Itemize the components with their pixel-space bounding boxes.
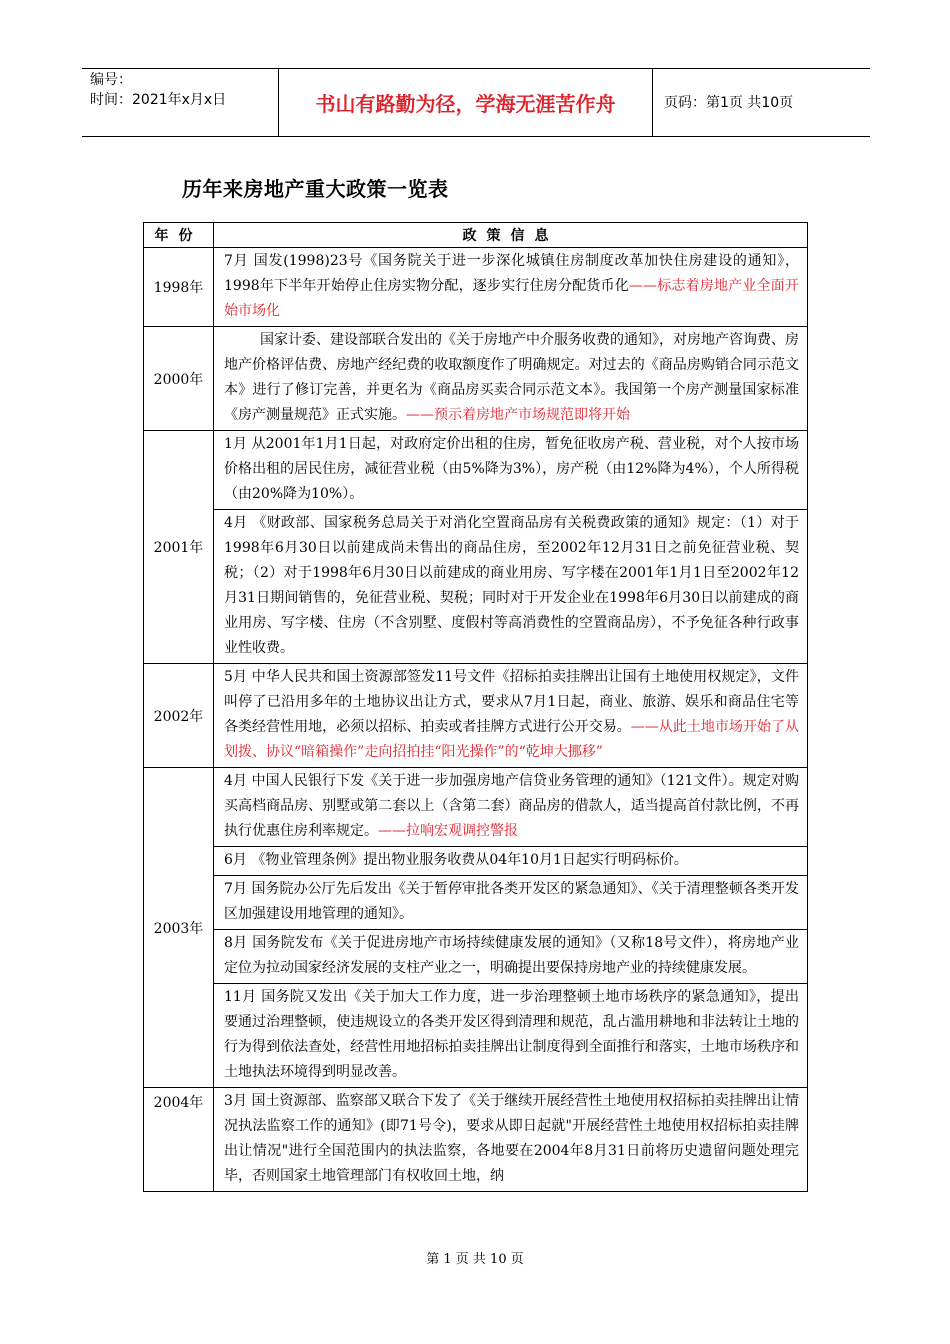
table-row <box>144 664 808 768</box>
year-cell: 2000年 <box>144 327 214 431</box>
column-header-info: 政策信息 <box>214 223 808 248</box>
policy-text: 8月 国务院发布《关于促进房地产市场持续健康发展的通知》（又称18号文件），将房地产业定位为拉动国家经济发展的支柱产业之一，明确提出要保持房地产业的持续健康发展。 <box>224 935 799 976</box>
policy-note: ——从此土地市场开始了从划拨、协议“暗箱操作”走向招拍挂“阳光操作”的“乾坤大挪移” <box>224 719 800 760</box>
policy-cell <box>214 1088 808 1192</box>
table-row <box>144 510 808 664</box>
policy-text: 7月 国务院办公厅先后发出《关于暂停审批各类开发区的紧急通知》、《关于清理整顿各类开发区加强建设用地管理的通知》。 <box>224 881 799 922</box>
table-row <box>144 984 808 1088</box>
header-motto: 书山有路勤为径，学海无涯苦作舟 <box>315 91 616 116</box>
policy-cell <box>214 930 808 984</box>
policy-note: ——标志着房地产业全面开始市场化 <box>224 278 799 319</box>
header-divider-right <box>652 68 653 136</box>
policy-cell <box>214 248 808 327</box>
table-row <box>144 248 808 327</box>
policy-cell <box>214 327 808 431</box>
policy-cell <box>214 664 808 768</box>
policy-note: ——拉响宏观调控警报 <box>378 823 518 839</box>
policy-text: 3月 国土资源部、监察部又联合下发了《关于继续开展经营性土地使用权招标拍卖挂牌出让情况执法监察工作的通知》(即71号令)，要求从即日起就"开展经营性土地使用权招标拍卖挂牌出让情况"进行全国范围内的执法监察，各地要在2004年8月31日前将历史遗留问题处理完毕，否则国家土地管理部门有权收回土地，纳 <box>224 1093 799 1184</box>
policy-text: 国家计委、建设部联合发出的《关于房地产中介服务收费的通知》，对房地产咨询费、房地产价格评估费、房地产经纪费的收取额度作了明确规定。对过去的《商品房购销合同示范文本》进行了修订完善，并更名为《商品房买卖合同示范文本》。我国第一个房产测量国家标准《房产测量规范》正式实施。 <box>224 332 799 423</box>
policy-text: 6月 《物业管理条例》提出物业服务收费从04年10月1日起实行明码标价。 <box>224 852 688 868</box>
year-cell: 2001年 <box>144 431 214 664</box>
year-cell: 2003年 <box>144 768 214 1088</box>
policy-table <box>143 222 808 1192</box>
table-row <box>144 847 808 876</box>
policy-text: 1月 从2001年1月1日起，对政府定价出租的住房，暂免征收房产税、营业税，对个人按市场价格出租的居民住房，减征营业税（由5%降为3%），房产税（由12%降为4%），个人所得税（由20%降为10%）。 <box>224 436 799 502</box>
column-header-year: 年份 <box>144 223 214 248</box>
table-row <box>144 431 808 510</box>
policy-text: 7月 国发(1998)23号《国务院关于进一步深化城镇住房制度改革加快住房建设的通知》，1998年下半年开始停止住房实物分配，逐步实行住房分配货币化 <box>224 253 799 294</box>
header-bottom-rule <box>82 136 870 137</box>
policy-cell <box>214 431 808 510</box>
table-row <box>144 768 808 847</box>
page-footer: 第 1 页 共 10 页 <box>426 1252 524 1267</box>
header-meta <box>90 70 226 110</box>
table-row <box>144 930 808 984</box>
policy-cell <box>214 768 808 847</box>
policy-cell <box>214 876 808 930</box>
policy-text: 5月 中华人民共和国土资源部签发11号文件《招标拍卖挂牌出让国有土地使用权规定》，文件叫停了已沿用多年的土地协议出让方式，要求从7月1日起，商业、旅游、娱乐和商品住宅等各类经营性用地，必须以招标、拍卖或者挂牌方式进行公开交易。 <box>224 669 799 735</box>
policy-cell <box>214 510 808 664</box>
year-cell: 2002年 <box>144 664 214 768</box>
policy-text: 4月 《财政部、国家税务总局关于对消化空置商品房有关税费政策的通知》规定：（1）对于1998年6月30日以前建成尚未售出的商品住房，至2002年12月31日之前免征营业税、契税；（2）对于1998年6月30日以前建成的商业用房、写字楼在2001年1月1日至2002年12月31日期间销售的，免征营业税、契税；同时对于开发企业在1998年6月30日以前建成的商业用房、写字楼、住房（不含别墅、度假村等高消费性的空置商品房），不予免征各种行政事业性收费。 <box>224 515 799 656</box>
table-header-row <box>144 223 808 248</box>
policy-cell <box>214 984 808 1088</box>
table-row <box>144 1088 808 1192</box>
table-row <box>144 327 808 431</box>
policy-text: 11月 国务院又发出《关于加大工作力度，进一步治理整顿土地市场秩序的紧急通知》，提出要通过治理整顿，使违规设立的各类开发区得到清理和规范，乱占滥用耕地和非法转让土地的行为得到依法查处，经营性用地招标拍卖挂牌出让制度得到全面推行和落实，土地市场秩序和土地执法环境得到明显改善。 <box>224 989 799 1080</box>
policy-cell <box>214 847 808 876</box>
year-cell: 1998年 <box>144 248 214 327</box>
number-label: 编号： <box>90 72 132 88</box>
header-page-info: 页码：第1页 共10页 <box>664 95 794 111</box>
date-label: 时间：2021年x月x日 <box>90 92 227 108</box>
policy-note: ——预示着房地产市场规范即将开始 <box>406 407 630 423</box>
year-cell: 2004年 <box>144 1088 214 1192</box>
document-title: 历年来房地产重大政策一览表 <box>182 177 449 201</box>
table-row <box>144 876 808 930</box>
policy-text: 4月 中国人民银行下发《关于进一步加强房地产信贷业务管理的通知》（121文件）。规定对购买高档商品房、别墅或第二套以上（含第二套）商品房的借款人，适当提高首付款比例，不再执行优惠住房利率规定。 <box>224 773 799 839</box>
